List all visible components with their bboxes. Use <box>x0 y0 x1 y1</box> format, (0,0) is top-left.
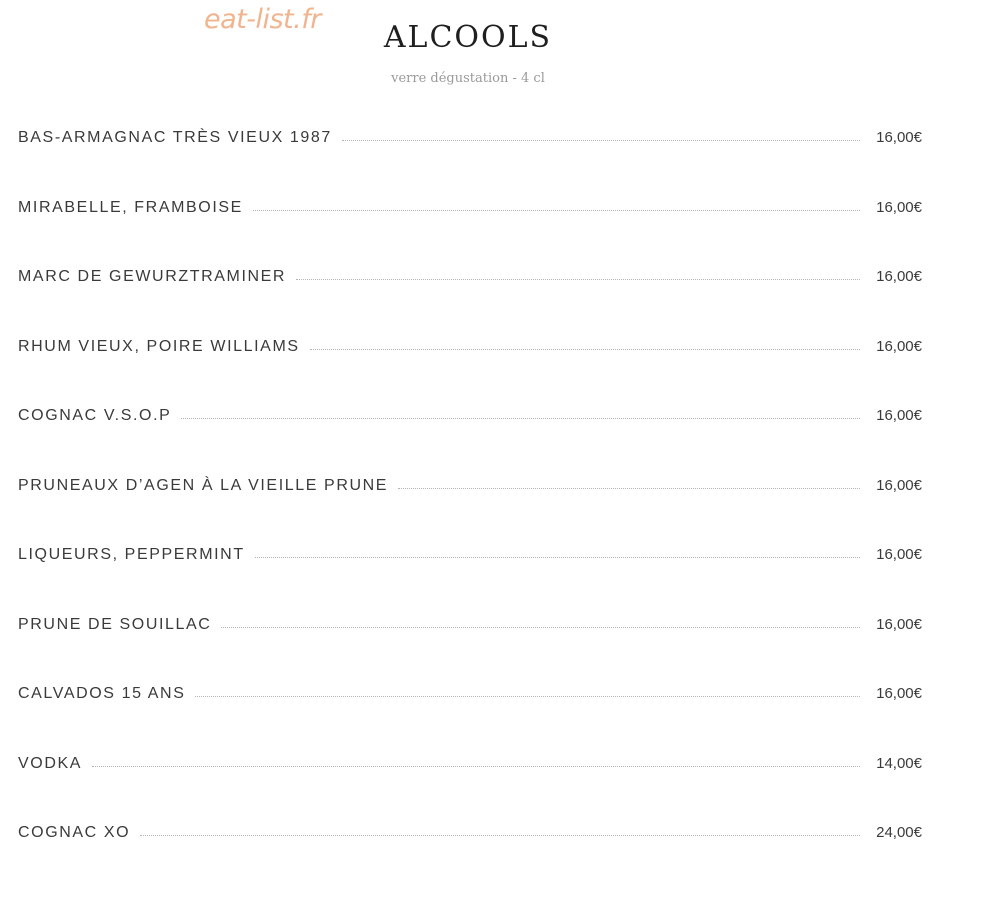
dotted-leader <box>221 627 860 628</box>
dotted-leader <box>398 488 860 489</box>
dotted-leader <box>92 766 860 767</box>
item-price: 16,00€ <box>876 685 922 702</box>
menu-item <box>18 199 922 269</box>
section-title: ALCOOLS <box>383 20 553 55</box>
menu-item <box>18 616 922 686</box>
item-price: 24,00€ <box>876 824 922 841</box>
menu-item <box>18 755 922 825</box>
item-name: COGNAC XO <box>18 824 131 841</box>
menu-item <box>18 338 922 408</box>
item-price: 16,00€ <box>876 337 922 355</box>
item-name: VODKA <box>18 754 83 772</box>
dotted-leader <box>342 140 860 141</box>
item-name: COGNAC V.S.O.P <box>18 407 172 424</box>
item-price: 16,00€ <box>876 615 922 633</box>
dotted-leader <box>296 279 860 280</box>
menu-item <box>18 407 922 477</box>
dotted-leader <box>255 557 860 558</box>
menu-item <box>18 477 922 547</box>
watermark-logo: eat-list.fr <box>204 4 321 35</box>
item-price: 16,00€ <box>876 407 922 424</box>
item-price: 16,00€ <box>876 268 922 285</box>
menu-item <box>18 824 922 894</box>
item-price: 16,00€ <box>876 546 922 563</box>
menu-list <box>18 129 922 894</box>
item-name: LIQUEURS, PEPPERMINT <box>18 546 245 563</box>
menu-item <box>18 685 922 755</box>
dotted-leader <box>310 349 860 350</box>
item-name: MARC DE GEWURZTRAMINER <box>18 268 287 285</box>
item-price: 16,00€ <box>876 476 922 494</box>
menu-item <box>18 129 922 199</box>
item-name: BAS-ARMAGNAC TRÈS VIEUX 1987 <box>18 129 332 146</box>
item-price: 16,00€ <box>876 129 922 146</box>
item-name: PRUNEAUX D’AGEN À LA VIEILLE PRUNE <box>18 476 389 494</box>
dotted-leader <box>181 418 860 419</box>
menu-item <box>18 268 922 338</box>
item-name: CALVADOS 15 ANS <box>18 685 186 702</box>
menu-item <box>18 546 922 616</box>
section-header <box>0 18 936 88</box>
item-name: PRUNE DE SOUILLAC <box>18 615 212 633</box>
section-subtitle: verre dégustation - 4 cl <box>391 71 545 86</box>
item-name: RHUM VIEUX, POIRE WILLIAMS <box>18 337 300 355</box>
item-name: MIRABELLE, FRAMBOISE <box>18 198 243 216</box>
dotted-leader <box>253 210 860 211</box>
dotted-leader <box>140 835 860 836</box>
item-price: 16,00€ <box>876 198 922 216</box>
dotted-leader <box>195 696 860 697</box>
item-price: 14,00€ <box>876 754 922 772</box>
